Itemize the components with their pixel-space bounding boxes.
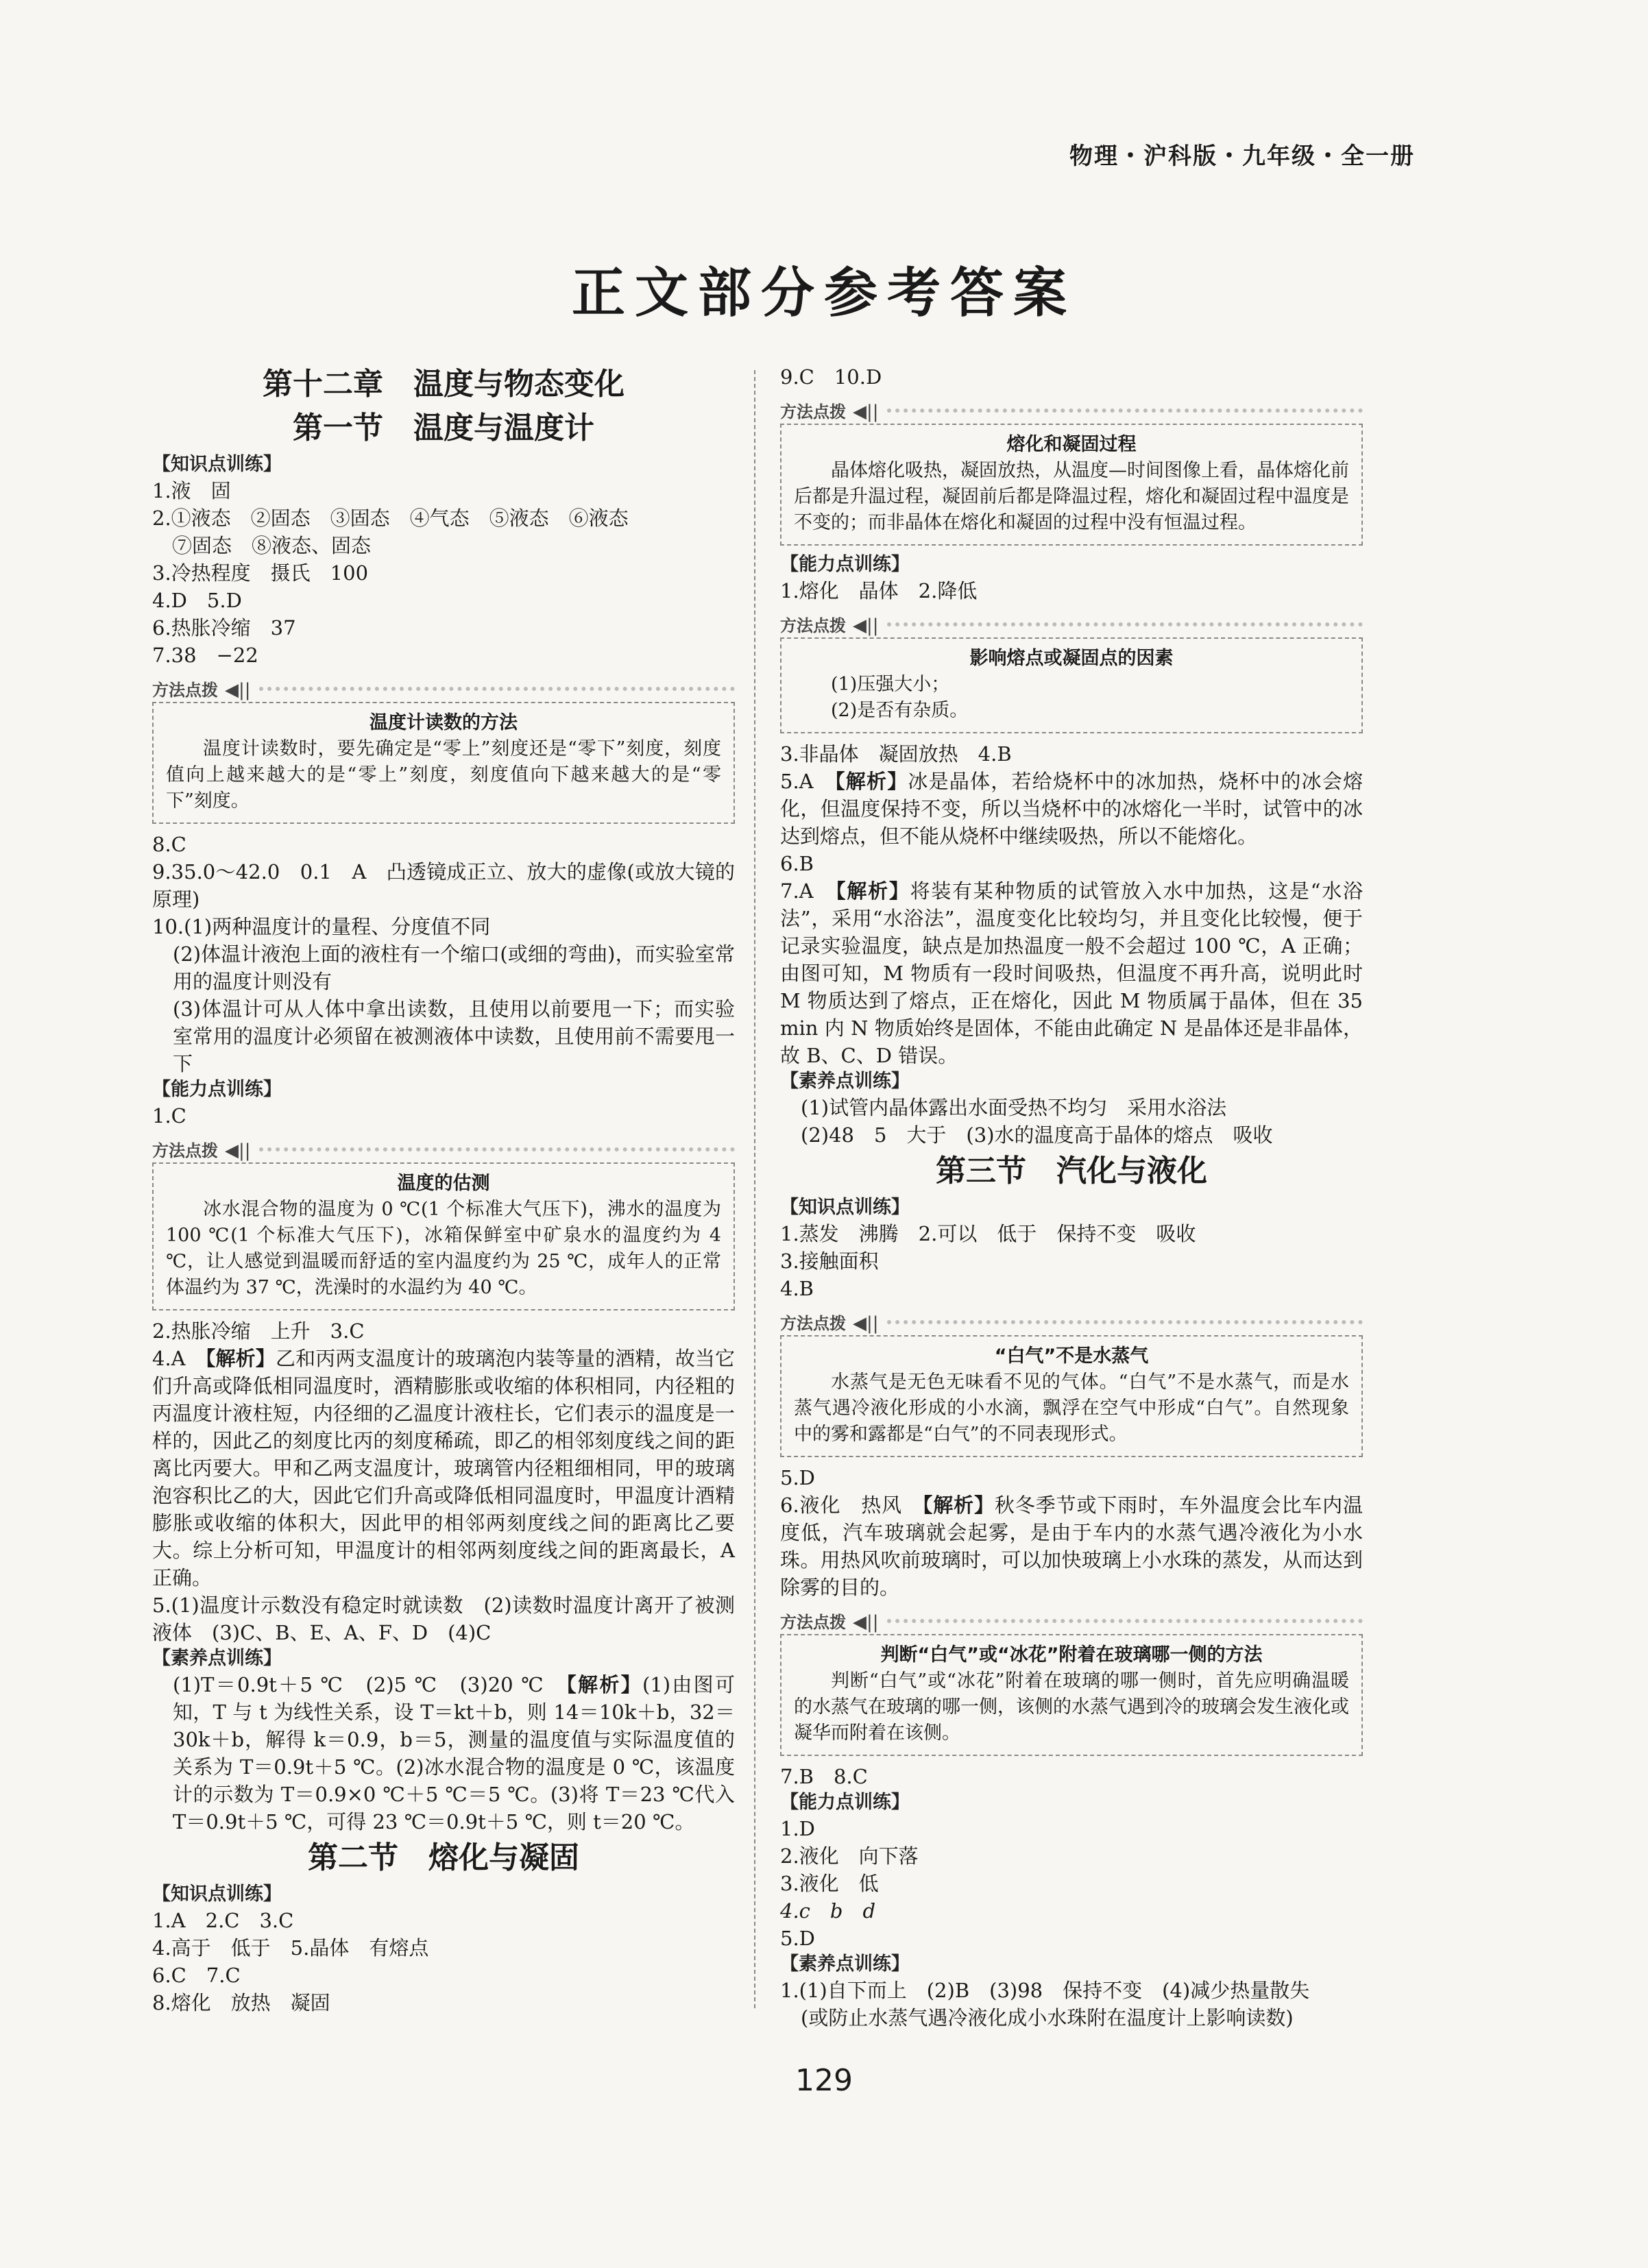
answer-head: 5.A (780, 770, 836, 793)
section-tag: 【素养点训练】 (152, 1648, 282, 1669)
speaker-icon: ◀|| (853, 615, 879, 636)
answer-line: 1.熔化 晶体 2.降低 (780, 579, 978, 602)
section-tag: 【素养点训练】 (780, 1953, 910, 1975)
answer-with-analysis (152, 1345, 735, 1592)
method-box-title: 温度计读数的方法 (369, 712, 518, 733)
speaker-icon: ◀|| (225, 1141, 251, 1161)
section-title: 第一节 温度与温度计 (293, 411, 594, 446)
speaker-icon: ◀|| (853, 402, 879, 422)
answer-line: ⑦固态 ⑧液态、固态 (152, 534, 372, 557)
answer-line: 3.接触面积 (780, 1249, 879, 1273)
answer-line: 7.B 8.C (780, 1765, 868, 1788)
answer-line: 5.D (780, 1466, 815, 1489)
method-box-text: 晶体熔化吸热，凝固放热，从温度—时间图像上看，晶体熔化前后都是升温过程，凝固前后都是降温过程，熔化和凝固过程中温度是不变的；而非晶体在熔化和凝固的过程中没有恒温过程。 (794, 460, 1349, 533)
book-header: 物理・沪科版・九年级・全一册 (1069, 143, 1415, 170)
answer-line: 4.D 5.D (152, 589, 242, 612)
answer-line: 6.C 7.C (152, 1964, 241, 1987)
answer-head: 6.液化 热风 (780, 1493, 923, 1517)
analysis-text: (1)由图可知，T 与 t 为线性关系，设 T＝kt＋b，则 14＝10k＋b，32＝30k＋b，解得 k＝0.9，b＝5，测量的温度值与实际温度值的关系为 T＝0.9t＋5 ℃。(2)冰水混合物的温度是 0 ℃，该温度计的示数为 T＝0.9×0 ℃＋5 ℃＝5 ℃。(3)将 T＝23 ℃代入 T＝0.9t＋5 ℃，可得 23 ℃＝0.9t＋5 ℃，则 t＝20 ℃。 (173, 1673, 735, 1833)
method-box-text: 水蒸气是无色无味看不见的气体。“白气”不是水蒸气，而是水蒸气遇冷液化形成的小水滴，飘浮在空气中形成“白气”。自然现象中的雾和露都是“白气”的不同表现形式。 (794, 1371, 1349, 1445)
method-box-text: (2)是否有杂质。 (831, 700, 969, 721)
method-box-text: 判断“白气”或“冰花”附着在玻璃的哪一侧时，首先应明确温暖的水蒸气在玻璃的哪一侧，该侧的水蒸气遇到冷的玻璃会发生液化或凝华而附着在该侧。 (794, 1670, 1349, 1744)
answer-line: 1.液 固 (152, 479, 231, 502)
analysis-label: 【解析】 (836, 879, 910, 903)
answer-line: 6.热胀冷缩 37 (152, 616, 296, 639)
method-box-text: 冰水混合物的温度为 0 ℃(1 个标准大气压下)，沸水的温度为 100 ℃(1 个标准大气压下)，冰箱保鲜室中矿泉水的温度约为 4 ℃，让人感觉到温暖而舒适的室内温度约为 25 ℃，成年人的正常体温约为 37 ℃，洗澡时的水温约为 40 ℃。 (166, 1199, 721, 1298)
analysis-label: 【解析】 (566, 1673, 642, 1696)
section-title: 第二节 熔化与凝固 (308, 1840, 579, 1875)
answer-line: 1.(1)自下而上 (2)B (3)98 保持不变 (4)减少热量散失 (780, 1979, 1310, 2002)
section-tag: 【知识点训练】 (152, 1883, 282, 1905)
column-divider (754, 370, 755, 2008)
answer-line: 3.冷热程度 摄氏 100 (152, 561, 369, 585)
section-tag: 【知识点训练】 (152, 454, 282, 475)
answer-with-analysis (152, 1671, 735, 1836)
method-box-title: 熔化和凝固过程 (1006, 434, 1137, 455)
method-box (780, 1611, 1363, 1756)
analysis-label: 【解析】 (835, 770, 908, 793)
answer-line: 8.C (152, 833, 186, 856)
answer-line: 10.(1)两种温度计的量程、分度值不同 (152, 915, 491, 938)
answer-line: 1.A 2.C 3.C (152, 1909, 294, 1932)
answer-line: 8.熔化 放热 凝固 (152, 1991, 330, 2014)
answer-line: 3.非晶体 凝固放热 4.B (780, 742, 1012, 766)
method-box-label: 方法点拨 (780, 616, 846, 635)
method-box (780, 614, 1363, 733)
section-tag: 【知识点训练】 (780, 1197, 910, 1218)
section-tag: 【素养点训练】 (780, 1071, 910, 1092)
answer-with-analysis (780, 768, 1363, 850)
left-column (152, 363, 735, 2016)
answer-line: 2.①液态 ②固态 ③固态 ④气态 ⑤液态 ⑥液态 (152, 507, 629, 530)
answer-line: (3)体温计可从人体中拿出读数，且使用以前要甩一下；而实验室常用的温度计必须留在被测液体中读数，且使用前不需要甩一下 (173, 997, 735, 1075)
method-box (152, 1139, 735, 1310)
answer-line: 2.热胀冷缩 上升 3.C (152, 1319, 365, 1343)
analysis-text: 将装有某种物质的试管放入水中加热，这是“水浴法”，采用“水浴法”，温度变化比较均匀，并且变化比较慢，便于记录实验温度，缺点是加热温度一般不会超过 100 ℃，A 正确；由图可知，M 物质有一段时间吸热，但温度不再升高，说明此时 M 物质达到了熔点，正在熔化，因此 M 物质属于晶体，但在 35 min 内 N 物质始终是固体，不能由此确定 N 是晶体还是非晶体，故 B、C、D 错误。 (780, 879, 1363, 1067)
analysis-text: 冰是晶体，若给烧杯中的冰加热，烧杯中的冰会熔化，但温度保持不变，所以当烧杯中的冰熔化一半时，试管中的冰达到熔点，但不能从烧杯中继续吸热，所以不能熔化。 (780, 770, 1363, 848)
answer-line: 2.液化 向下落 (780, 1844, 919, 1868)
answer-line: 6.B (780, 852, 814, 875)
answer-head: 7.A (780, 879, 836, 903)
speaker-icon: ◀|| (853, 1313, 879, 1334)
analysis-label: 【解析】 (205, 1347, 276, 1370)
answer-line: 4.c b d (780, 1899, 876, 1923)
answer-line: 7.38 −22 (152, 644, 258, 667)
method-box-text: (1)压强大小； (831, 674, 950, 695)
section-tag: 【能力点训练】 (152, 1079, 282, 1100)
speaker-icon: ◀|| (225, 680, 251, 700)
answer-line: 1.蒸发 沸腾 2.可以 低于 保持不变 吸收 (780, 1222, 1196, 1245)
answer-line: (2)48 5 大于 (3)水的温度高于晶体的熔点 吸收 (801, 1123, 1273, 1147)
answer-line: 9.C 10.D (780, 365, 882, 389)
answer-line: 5.D (780, 1927, 815, 1950)
method-box (152, 679, 735, 824)
answer-line: 9.35.0～42.0 0.1 A 凸透镜成正立、放大的虚像(或放大镜的原理) (152, 860, 735, 911)
answer-line: 1.C (152, 1104, 186, 1127)
method-box (780, 1312, 1363, 1457)
answer-head: (1)T＝0.9t＋5 ℃ (2)5 ℃ (3)20 ℃ (173, 1673, 567, 1696)
answer-line: 1.D (780, 1817, 815, 1840)
analysis-text: 乙和丙两支温度计的玻璃泡内装等量的酒精，故当它们升高或降低相同温度时，酒精膨胀或收缩的体积相同，内径粗的丙温度计液柱短，内径细的乙温度计液柱长，它们表示的温度是一样的，因此乙的刻度比丙的刻度稀疏，即乙的相邻刻度线之间的距离比丙要大。甲和乙两支温度计，玻璃管内径粗细相同，甲的玻璃泡容积比乙的大，因此它们升高或降低相同温度时，甲温度计酒精膨胀或收缩的体积大，因此甲的相邻两刻度线之间的距离比乙要大。综上分析可知，甲温度计的相邻两刻度线之间的距离最长，A 正确。 (152, 1347, 735, 1589)
page-number: 129 (795, 2063, 853, 2098)
method-box-title: “白气”不是水蒸气 (994, 1345, 1149, 1367)
method-box (780, 400, 1363, 546)
answer-with-analysis (780, 1491, 1363, 1601)
method-box-label: 方法点拨 (152, 1141, 218, 1160)
method-box-label: 方法点拨 (780, 402, 846, 422)
answer-line: 4.高于 低于 5.晶体 有熔点 (152, 1936, 429, 1960)
answer-line: 3.液化 低 (780, 1872, 879, 1895)
method-box-title: 判断“白气”或“冰花”附着在玻璃哪一侧的方法 (880, 1644, 1263, 1666)
answer-line: (1)试管内晶体露出水面受热不均匀 采用水浴法 (801, 1096, 1227, 1119)
method-box-label: 方法点拨 (780, 1314, 846, 1333)
method-box-text: 温度计读数时，要先确定是“零上”刻度还是“零下”刻度，刻度值向上越来越大的是“零上”刻度，刻度值向下越来越大的是“零下”刻度。 (166, 738, 721, 812)
method-box-label: 方法点拨 (152, 681, 218, 700)
answer-line: 5.(1)温度计示数没有稳定时就读数 (2)读数时温度计离开了被测液体 (3)C、B、E、A、F、D (4)C (152, 1594, 735, 1644)
page-title: 正文部分参考答案 (571, 263, 1076, 324)
method-box-label: 方法点拨 (780, 1613, 846, 1632)
section-title: 第三节 汽化与液化 (936, 1154, 1207, 1188)
analysis-text: 秋冬季节或下雨时，车外温度会比车内温度低，汽车玻璃就会起雾，是由于车内的水蒸气遇冷液化为小水珠。用热风吹前玻璃时，可以加快玻璃上小水珠的蒸发，从而达到除雾的目的。 (780, 1493, 1363, 1599)
chapter-title: 第十二章 温度与物态变化 (263, 367, 625, 402)
speaker-icon: ◀|| (853, 1612, 879, 1633)
answer-line: 4.B (780, 1277, 814, 1300)
section-tag: 【能力点训练】 (780, 1792, 910, 1813)
answer-line: (2)体温计液泡上面的液柱有一个缩口(或细的弯曲)，而实验室常用的温度计则没有 (173, 942, 735, 993)
method-box-title: 温度的估测 (397, 1173, 490, 1194)
answer-line: (或防止水蒸气遇冷液化成小水珠附在温度计上影响读数) (801, 2006, 1294, 2029)
answer-head: 4.A (152, 1347, 206, 1370)
right-column (780, 363, 1363, 2032)
analysis-label: 【解析】 (922, 1493, 995, 1517)
method-box-title: 影响熔点或凝固点的因素 (969, 648, 1174, 669)
answer-with-analysis (780, 877, 1363, 1069)
section-tag: 【能力点训练】 (780, 554, 910, 575)
